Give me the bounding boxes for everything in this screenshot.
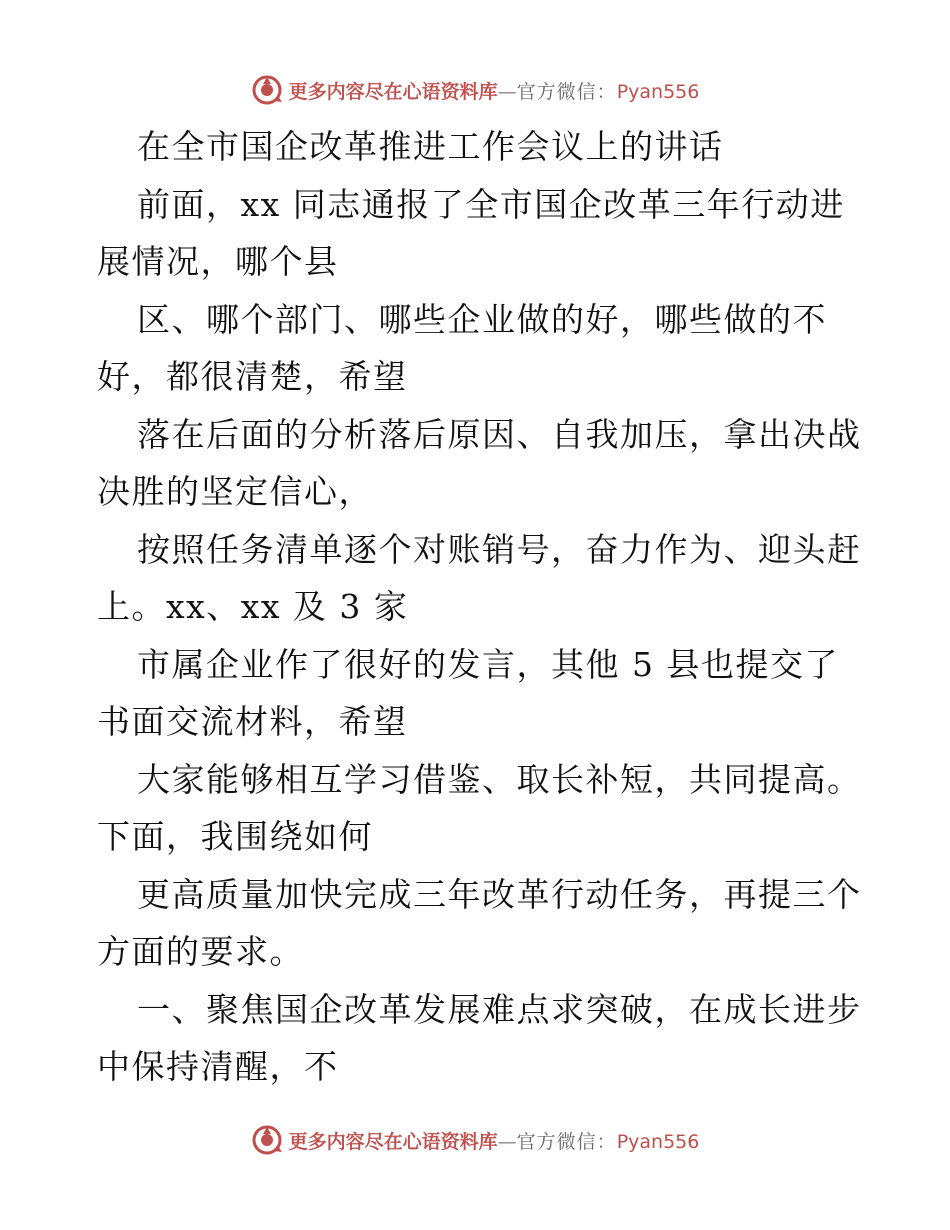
text-line: 下面，我围绕如何 (97, 817, 373, 856)
banner-wechat-id: Pyan556 (616, 1130, 700, 1153)
text-line: 决胜的坚定信心， (97, 472, 373, 511)
banner-text (289, 77, 700, 104)
banner-dash: — (497, 1130, 517, 1153)
text-line: 上。xx、xx 及 3 家 (97, 587, 409, 626)
text-line: 大家能够相互学习借鉴、取长补短，共同提高。 (137, 759, 862, 799)
banner-site: 更多内容尽在心语资料库 (288, 80, 498, 103)
document-title: 在全市国企改革推进工作会议上的讲话 (137, 127, 724, 166)
banner-wechat-id: Pyan556 (616, 80, 700, 103)
footer-banner (0, 1120, 950, 1160)
text-line: 更高质量加快完成三年改革行动任务，再提三个 (137, 874, 862, 914)
text-line: 市属企业作了很好的发言，其他 5 县也提交了 (137, 644, 839, 684)
text-line: 好，都很清楚，希望 (97, 357, 408, 396)
document-body (97, 118, 862, 1096)
seal-logo-icon (251, 1124, 283, 1156)
banner-wechat-label: 官方微信： (516, 80, 617, 103)
text-line: 前面，xx 同志通报了全市国企改革三年行动进 (137, 184, 845, 224)
banner-wechat-label: 官方微信： (516, 1130, 617, 1153)
seal-logo-icon (251, 74, 283, 106)
banner-text (289, 1127, 700, 1154)
text-line: 方面的要求。 (97, 932, 304, 971)
text-line: 落在后面的分析落后原因、自我加压，拿出决战 (137, 414, 862, 454)
header-banner (0, 70, 950, 110)
text-line: 书面交流材料，希望 (97, 702, 408, 741)
banner-site: 更多内容尽在心语资料库 (288, 1130, 498, 1153)
banner-dash: — (497, 80, 517, 103)
text-line: 展情况，哪个县 (97, 242, 339, 281)
text-line: 按照任务清单逐个对账销号，奋力作为、迎头赶 (137, 529, 862, 569)
text-line: 中保持清醒，不 (97, 1047, 339, 1086)
text-line: 区、哪个部门、哪些企业做的好，哪些做的不 (137, 299, 827, 339)
text-line: 一、聚焦国企改革发展难点求突破，在成长进步 (137, 989, 862, 1029)
